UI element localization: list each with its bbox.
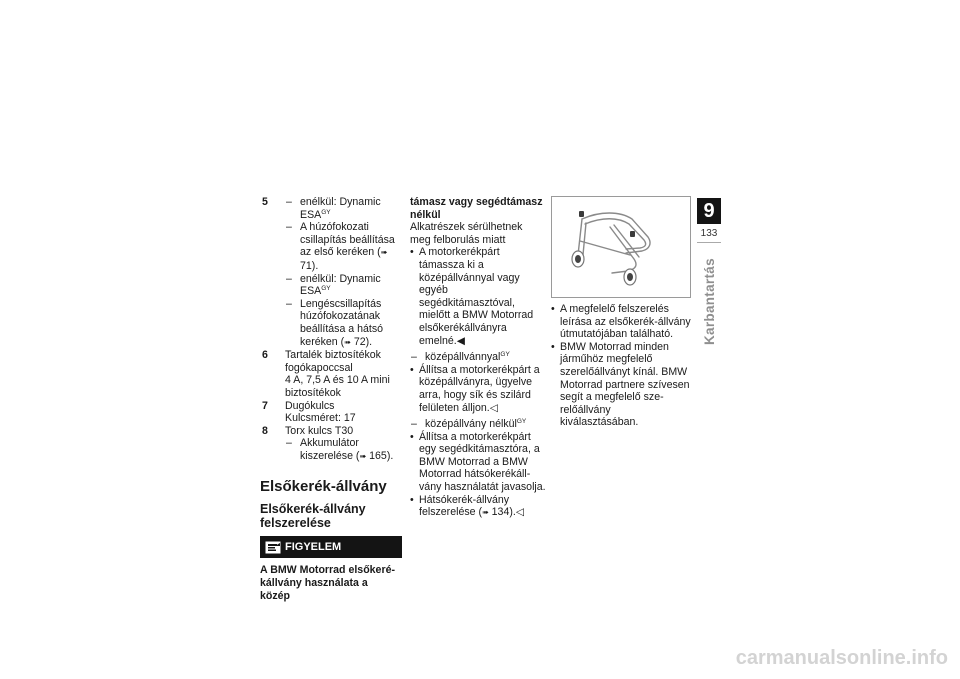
dash-item: – A húzófokozati csillapítás beállítása az első keréken (➠ 71). [286,221,395,272]
list-item-6: 6 Tartalék biztosítékok fogókapoccsal 4 A, 7,5 A és 10 A mini biztosítékok [262,349,390,399]
chapter-number: 9 [697,198,721,224]
page-reference-icon: ➠ [482,508,489,518]
end-marker-open: ◁ [489,401,498,414]
dash-item: – Lengéscsillapítás húzófokozatának beállítása a hátsó keréken (➠ 72). [286,297,384,348]
subsection-title: Elsőkerék-állvány felszerelése [260,502,366,531]
warning-body: Alkatrészek sérülhetnek meg felborulás miatt [410,221,523,246]
list-item-8: 8 Torx kulcs T30 – Akkumulátor kiszerelése (➠ 165). [260,425,402,464]
page-reference: 71 [300,259,312,272]
section-title: Elsőkerék-állvány [260,478,387,496]
warning-text: A BMW Motorrad elsőkerékállvány használata a közép [260,564,395,602]
list-item: • BMW Motorrad minden járműhöz megfelelő szerelőállványt kínál. BMW Motorrad partnere szívesen segít a megfelelő szerelőállvány kiválasztásában. [551,340,690,429]
chapter-divider [697,242,721,243]
page-reference: 165 [369,449,387,462]
item-number: 7 [262,399,268,412]
page-reference-icon: ➠ [344,337,351,347]
dash-item: – enélkül: Dynamic $ESA^{GY}$ [286,272,381,298]
page-reference-icon: ➠ [359,451,367,461]
warning-text-continued: támasz vagy segédtámasz nélkül [410,196,543,221]
list-item: • Hátsókerék-állvány felszerelése (➠ 134).◁ [410,493,524,519]
chapter-side-title: Karbantartás [702,258,717,345]
front-wheel-stand-icon [552,197,690,297]
warning-label: FIGYELEM [285,541,342,554]
watermark: carmanualsonline.info [735,647,948,669]
item-number: 8 [262,424,268,437]
column-3 [551,196,691,429]
condition-item: – középállvánnyal$^{GY}$ [411,351,510,364]
condition-item: – középállvány nélkül$^{GY}$ [411,418,527,431]
list-item: • A megfelelő felszerelés leírása az elsőkerék-állvány útmutatójában található. [551,303,691,341]
page-reference: 72 [353,335,366,348]
item-number: 5 [262,196,268,208]
list-item: • Állítsa a motorkerékpárt a középállványra, ügyelve arra, hogy sík és szilárd felületen álljon.◁ [410,363,540,414]
end-marker-filled: ◀ [456,334,465,347]
page-reference: 134 [491,506,510,519]
page-number: 133 [700,228,718,239]
column-1 [260,196,402,602]
dash-item: – enélkül: Dynamic $ESA^{GY}$ [286,196,381,221]
column-2 [410,196,546,520]
dash-item: – Akkumulátor kiszerelése (➠ 165). [286,437,394,462]
list-item-7: 7 Dugókulcs Kulcsméret: 17 [262,399,356,425]
front-wheel-stand-illustration [551,196,691,298]
list-item-5 [260,196,402,349]
warning-banner [260,536,402,558]
end-marker-open: ◁ [515,506,524,519]
list-item: • Állítsa a motorkerékpárt egy segédkitámasztóra, a BMW Motorrad a BMW Motorrad hátsókerékállvány használatát javasolja. [410,430,546,494]
item-number: 6 [262,349,268,362]
list-item: • A motorkerékpárt támassza ki a középállvánnyal vagy egyéb segédkitámasztóval, mielőtt a BMW Motorrad elsőkerékállványra emelné.◀ [410,246,534,347]
page-reference-icon: ➠ [380,248,388,258]
manual-warning-icon [265,541,281,554]
